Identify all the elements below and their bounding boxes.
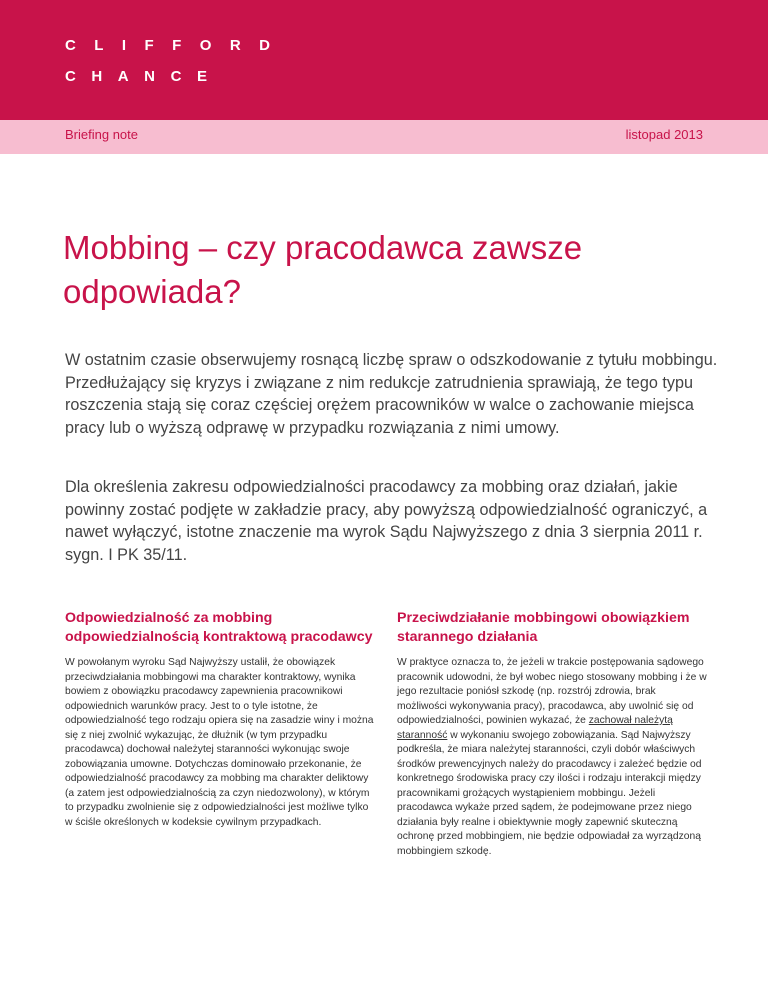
logo-line-clifford: C L I F F O R D [65,37,270,54]
intro-paragraph-2: Dla określenia zakresu odpowiedzialności pracodawcy za mobbing oraz działań, jakie powinny zostać podjęte w zakładzie pracy, aby powyższą odpowiedzialność ograniczyć, a nawet wyłączyć, istotne znaczenie ma wyrok Sądu Najwyższego z dnia 3 sierpnia 2011 r. sygn. I PK 35/11. [65,478,708,564]
right-body-underlined: zachował należytą staranność [397,715,673,741]
clifford-chance-logo [65,38,270,100]
right-column [397,609,707,859]
date-label: listopad 2013 [625,127,703,142]
right-body-part-1: W praktyce oznacza to, że jeżeli w trakcie postępowania sądowego pracownik udowodni, że był wobec niego stosowany mobbing i że w jego rezultacie poniósł szkodę (np. rozstrój zdrowia, brak możliwości wykonywania pracy), pracodawca, aby uwolnić się od odpowiedzialności, powinien wykazać, że [397,657,707,726]
intro-paragraph-1: W ostatnim czasie obserwujemy rosnącą liczbę spraw o odszkodowanie z tytułu mobbingu. Przedłużający się kryzys i związane z nim redukcje zatrudnienia sprawiają, że tego typu roszczenia stają się coraz częściej orężem pracowników w walce o zachowanie miejsca pracy lub o wyższą odprawę w przypadku rozwiązania z nimi umowy. [65,351,718,437]
logo-line-chance: C H A N C E [65,68,207,85]
right-column-heading: Przeciwdziałanie mobbingowi obowiązkiem starannego działania [397,610,690,645]
header-band [0,0,768,120]
note-type-label: Briefing note [65,127,138,142]
page-title: Mobbing – czy pracodawca zawsze odpowiada? [63,229,583,310]
left-column [65,609,375,830]
left-column-heading: Odpowiedzialność za mobbing odpowiedzialnością kontraktową pracodawcy [65,610,373,645]
left-column-body: W powołanym wyroku Sąd Najwyższy ustalił, że obowiązek przeciwdziałania mobbingowi ma charakter kontraktowy, wynika bowiem z obowiązku pracodawcy zapewnienia pracownikowi odpowiednich warunków pracy. Jest to o tyle istotne, że odpowiedzialność tego rodzaju opiera się na zasadzie winy i można się z niej zwolnić wykazując, że dłużnik (w tym przypadku pracodawca) dochował należytej staranności wykonując swoje zobowiązania umowne. Dotychczas dominowało przekonanie, że odpowiedzialność pracodawcy za mobbing ma charakter deliktowy (a zatem jest odpowiedzialnością za czyn niedozwolony), w którym to przypadku zwolnienie się z odpowiedzialności jest możliwe tylko w ściśle określonych w kodeksie cywilnym przypadkach. [65,657,374,828]
right-column-body [397,656,707,859]
right-body-part-2: w wykonaniu swojego zobowiązania. Sąd Najwyższy podkreśla, że miara należytej staranności, czyli dobór właściwych środków prewencyjnych należy do pracodawcy i zależeć będzie od konkretnego środowiska pracy czy ilości i rodzaju interakcji między pracownikami grożących wystąpieniem mobbingu. Jeżeli pracodawca wykaże przed sądem, że podejmowane przez niego działania były realne i obiektywnie mogły zapewnić skuteczną ochronę przed mobbingiem, nie będzie odpowiadał za wyrządzoną mobbingiem szkodę. [397,729,702,857]
